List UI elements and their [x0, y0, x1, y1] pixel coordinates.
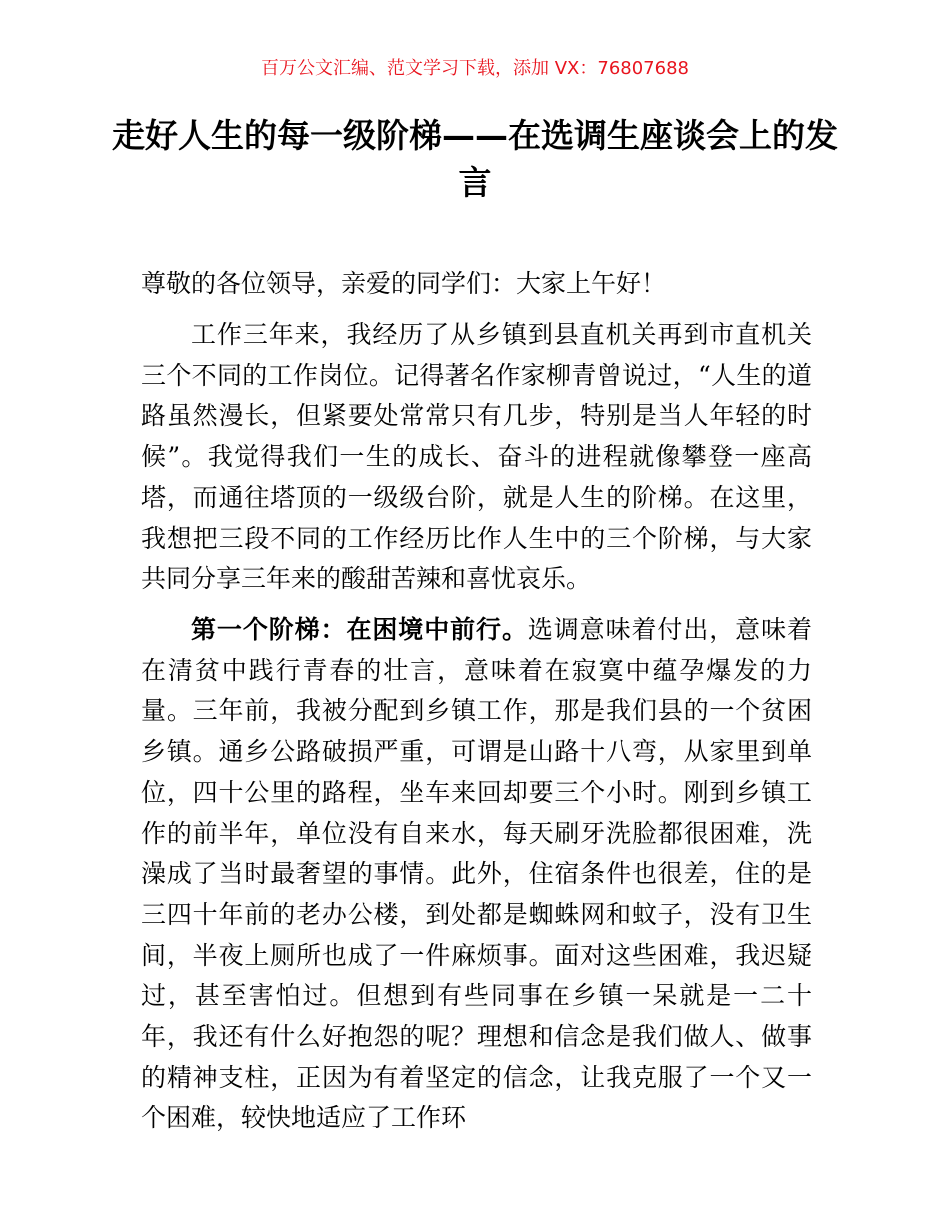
paragraph-2-lead: 第一个阶梯：在困境中前行。 — [191, 615, 528, 644]
paragraph-1 — [141, 315, 812, 600]
promo-banner: 百万公文汇编、范文学习下载，添加 VX：76807688 — [261, 58, 689, 79]
paragraph-1-text: 工作三年来，我经历了从乡镇到县直机关再到市直机关三个不同的工作岗位。记得著名作家柳青曾说过，“人生的道路虽然漫长，但紧要处常常只有几步，特别是当人年轻的时候”。我觉得我们一生的成长、奋斗的进程就像攀登一座高塔，而通往塔顶的一级级台阶，就是人生的阶梯。在这里，我想把三段不同的工作经历比作人生中的三个阶梯，与大家共同分享三年来的酸甜苦辣和喜忧哀乐。 — [141, 320, 812, 594]
paragraph-2 — [141, 610, 812, 1139]
greeting-text: 尊敬的各位领导，亲爱的同学们：大家上午好！ — [141, 269, 667, 298]
paragraph-2-text — [141, 610, 812, 1139]
paragraph-2-body: 选调意味着付出，意味着在清贫中践行青春的壮言，意味着在寂寞中蕴孕爆发的力量。三年前，我被分配到乡镇工作，那是我们县的一个贫困乡镇。通乡公路破损严重，可谓是山路十八弯，从家里到单位，四十公里的路程，坐车来回却要三个小时。刚到乡镇工作的前半年，单位没有自来水，每天刷牙洗脸都很困难，洗澡成了当时最奢望的事情。此外，住宿条件也很差，住的是三四十年前的老办公楼，到处都是蜘蛛网和蚊子，没有卫生间，半夜上厕所也成了一件麻烦事。面对这些困难，我迟疑过，甚至害怕过。但想到有些同事在乡镇一呆就是一二十年，我还有什么好抱怨的呢？理想和信念是我们做人、做事的精神支柱，正因为有着坚定的信念，让我克服了一个又一个困难，较快地适应了工作环 — [141, 615, 812, 1133]
document-title: 走好人生的每一级阶梯——在选调生座谈会上的发言 — [112, 116, 838, 202]
greeting-line — [141, 264, 812, 305]
